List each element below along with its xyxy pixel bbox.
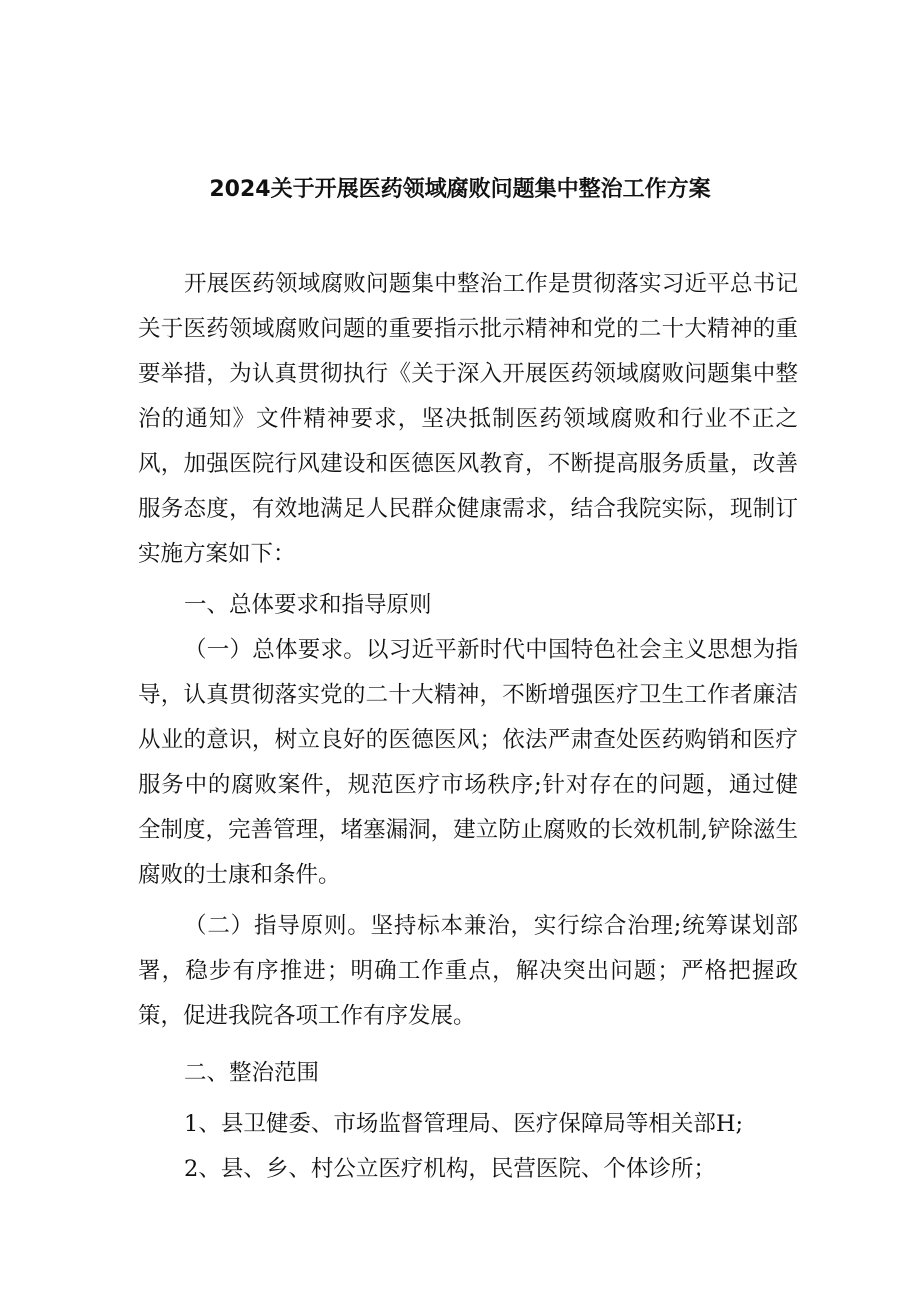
intro-paragraph: 开展医药领域腐败问题集中整治工作是贯彻落实习近平总书记关于医药领域腐败问题的重要指示批示精神和党的二十大精神的重要举措，为认真贯彻执行《关于深入开展医药领域腐败问题集中整治的通知》文件精神要求，坚决抵制医药领域腐败和行业不正之风，加强医院行风建设和医德医风教育，不断提高服务质量，改善服务态度，有效地满足人民群众健康需求，结合我院实际，现制订实施方案如下： (138, 271, 798, 567)
document-title: 2024关于开展医药领域腐败问题集中整治工作方案 (209, 177, 711, 202)
paragraph-guiding-principles: （二）指导原则。坚持标本兼治，实行综合治理;统筹谋划部署，稳步有序推进；明确工作重点，解决突出问题；严格把握政策，促进我院各项工作有序发展。 (138, 913, 798, 1029)
list-item-scope-2: 2、县、乡、村公立医疗机构，民营医院、个体诊所； (184, 1156, 716, 1182)
section-heading-general-requirements: 一、总体要求和指导原则 (184, 592, 432, 618)
list-item-scope-1: 1、县卫健委、市场监督管理局、医疗保障局等相关部H; (184, 1111, 744, 1137)
paragraph-general-requirements: （一）总体要求。以习近平新时代中国特色社会主义思想为指导，认真贯彻落实党的二十大精神，不断增强医疗卫生工作者廉洁从业的意识，树立良好的医德医风；依法严肃查处医药购销和医疗服务中的腐败案件，规范医疗市场秩序;针对存在的问题，通过健全制度，完善管理，堵塞漏洞，建立防止腐败的长效机制,铲除滋生腐败的士康和条件。 (138, 637, 798, 888)
section-heading-scope: 二、整治范围 (184, 1060, 320, 1086)
document-body (138, 262, 798, 1192)
